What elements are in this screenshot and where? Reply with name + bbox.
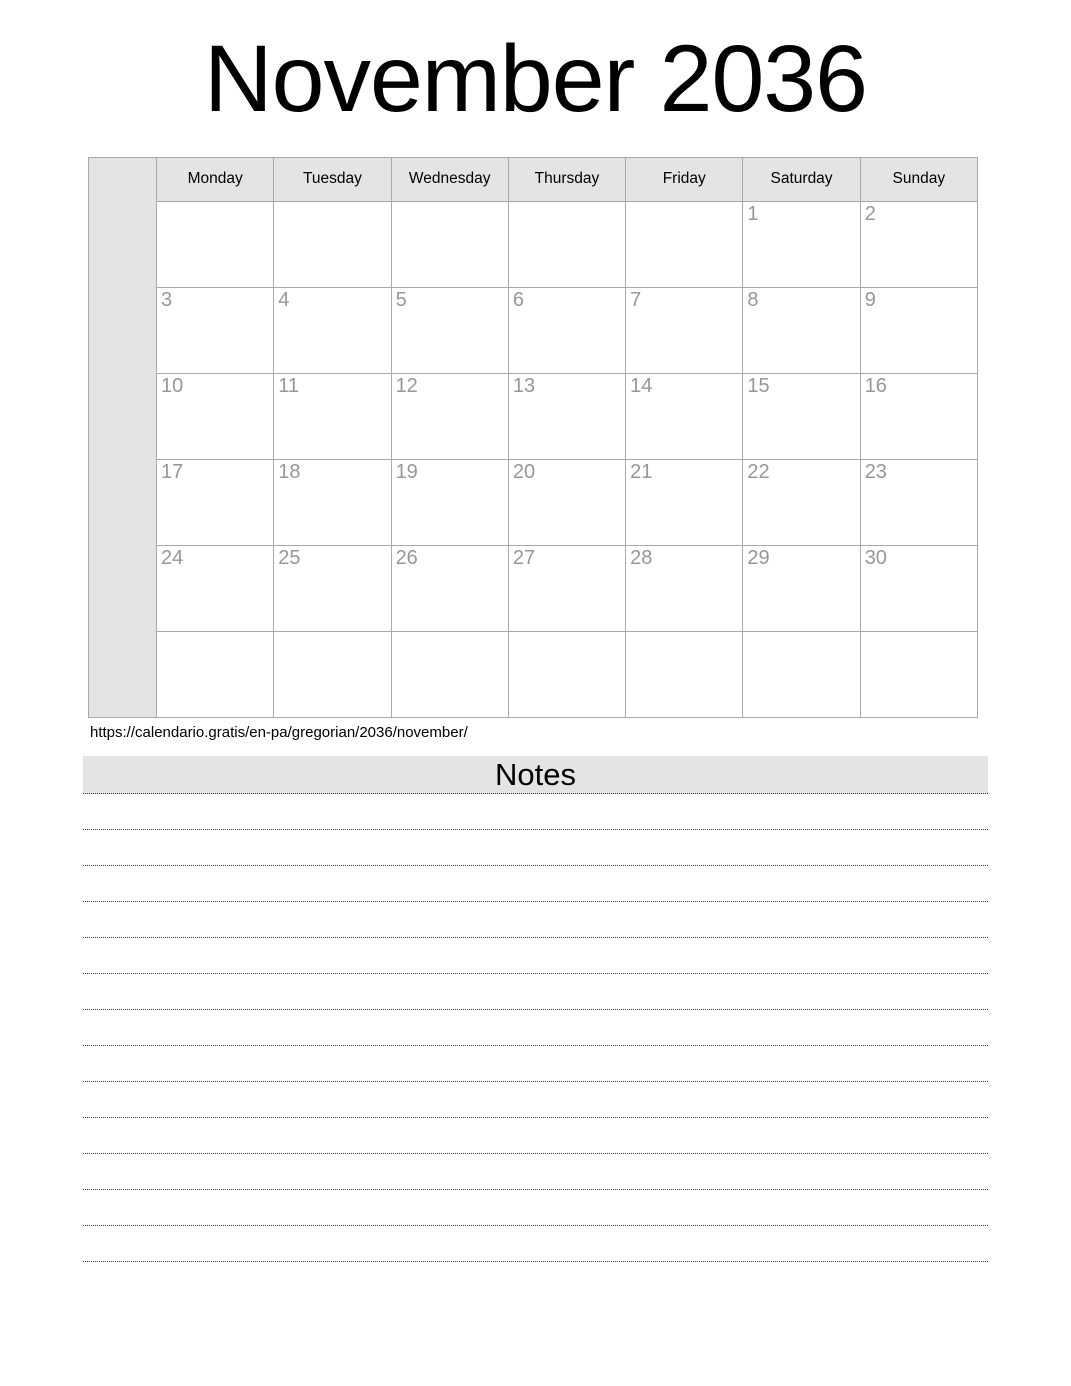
day-cell-empty bbox=[860, 631, 977, 717]
day-header-saturday: Saturday bbox=[743, 157, 860, 201]
day-header-wednesday: Wednesday bbox=[391, 157, 508, 201]
day-header-thursday: Thursday bbox=[508, 157, 625, 201]
day-cell-17 bbox=[157, 459, 274, 545]
day-number: 4 bbox=[278, 288, 290, 311]
day-number: 22 bbox=[747, 460, 770, 483]
day-cell-22 bbox=[743, 459, 860, 545]
day-cell-19 bbox=[391, 459, 508, 545]
day-cell-empty bbox=[274, 631, 391, 717]
day-cell-empty bbox=[626, 631, 743, 717]
day-cell-empty bbox=[274, 201, 391, 287]
notes-lines bbox=[83, 794, 988, 1262]
day-cell-26 bbox=[391, 545, 508, 631]
day-number: 2 bbox=[864, 202, 876, 225]
day-cell-5 bbox=[391, 287, 508, 373]
day-cell-29 bbox=[743, 545, 860, 631]
page-title: November 2036 bbox=[204, 26, 867, 132]
day-cell-15 bbox=[743, 373, 860, 459]
day-cell-21 bbox=[626, 459, 743, 545]
note-line-1 bbox=[83, 794, 988, 830]
day-number: 20 bbox=[512, 460, 536, 483]
day-number: 7 bbox=[630, 288, 642, 311]
day-number: 28 bbox=[630, 546, 653, 569]
note-line-3 bbox=[83, 866, 988, 902]
day-cell-2 bbox=[860, 201, 977, 287]
day-cell-9 bbox=[860, 287, 977, 373]
note-line-7 bbox=[83, 1010, 988, 1046]
day-header-sunday: Sunday bbox=[860, 157, 977, 201]
day-cell-10 bbox=[157, 373, 274, 459]
notes-header bbox=[83, 756, 988, 794]
day-cell-6 bbox=[508, 287, 625, 373]
day-cell-28 bbox=[626, 545, 743, 631]
day-number: 26 bbox=[395, 546, 418, 569]
day-cell-25 bbox=[274, 545, 391, 631]
day-cell-20 bbox=[508, 459, 625, 545]
week-row-5 bbox=[89, 545, 978, 631]
day-number: 14 bbox=[630, 374, 653, 397]
day-number: 13 bbox=[512, 374, 536, 397]
day-cell-11 bbox=[274, 373, 391, 459]
day-number: 25 bbox=[278, 546, 301, 569]
week-row-6 bbox=[89, 631, 978, 717]
day-cell-30 bbox=[860, 545, 977, 631]
day-cell-empty bbox=[157, 201, 274, 287]
note-line-8 bbox=[83, 1046, 988, 1082]
day-cell-7 bbox=[626, 287, 743, 373]
day-number: 15 bbox=[747, 374, 770, 397]
day-number: 9 bbox=[864, 288, 876, 311]
day-number: 1 bbox=[747, 202, 759, 225]
day-number: 8 bbox=[747, 288, 759, 311]
week-row-4 bbox=[89, 459, 978, 545]
day-cell-empty bbox=[157, 631, 274, 717]
day-cell-13 bbox=[508, 373, 625, 459]
day-number: 21 bbox=[630, 460, 653, 483]
day-cell-12 bbox=[391, 373, 508, 459]
day-cell-23 bbox=[860, 459, 977, 545]
note-line-6 bbox=[83, 974, 988, 1010]
day-header-tuesday: Tuesday bbox=[274, 157, 391, 201]
week-row-2 bbox=[89, 287, 978, 373]
day-cell-empty bbox=[508, 201, 625, 287]
day-cell-18 bbox=[274, 459, 391, 545]
gutter-column bbox=[89, 157, 157, 717]
week-row-1 bbox=[89, 201, 978, 287]
day-number: 23 bbox=[864, 460, 887, 483]
day-cell-27 bbox=[508, 545, 625, 631]
notes-title: Notes bbox=[495, 756, 576, 792]
day-number: 5 bbox=[395, 288, 407, 311]
day-number: 17 bbox=[161, 460, 184, 483]
day-number: 24 bbox=[161, 546, 184, 569]
note-line-2 bbox=[83, 830, 988, 866]
day-cell-24 bbox=[157, 545, 274, 631]
day-cell-empty bbox=[391, 631, 508, 717]
note-line-13 bbox=[83, 1226, 988, 1262]
day-cell-3 bbox=[157, 287, 274, 373]
day-header-friday: Friday bbox=[626, 157, 743, 201]
day-number: 16 bbox=[864, 374, 887, 397]
day-number: 3 bbox=[161, 288, 173, 311]
day-number: 29 bbox=[747, 546, 770, 569]
note-line-4 bbox=[83, 902, 988, 938]
day-number: 12 bbox=[395, 374, 418, 397]
day-cell-1 bbox=[743, 201, 860, 287]
notes-section bbox=[83, 756, 988, 1262]
day-header-monday: Monday bbox=[157, 157, 274, 201]
day-cell-8 bbox=[743, 287, 860, 373]
note-line-10 bbox=[83, 1118, 988, 1154]
day-cell-empty bbox=[743, 631, 860, 717]
day-cell-16 bbox=[860, 373, 977, 459]
note-line-11 bbox=[83, 1154, 988, 1190]
calendar-table bbox=[88, 157, 978, 718]
day-number: 6 bbox=[512, 288, 524, 311]
day-cell-empty bbox=[508, 631, 625, 717]
note-line-9 bbox=[83, 1082, 988, 1118]
source-url-text: https://calendario.gratis/en-pa/gregorian/2036/november/ bbox=[90, 723, 468, 741]
day-number: 11 bbox=[278, 374, 300, 397]
day-cell-14 bbox=[626, 373, 743, 459]
day-cell-empty bbox=[391, 201, 508, 287]
day-number: 27 bbox=[512, 546, 536, 569]
day-cell-4 bbox=[274, 287, 391, 373]
day-number: 30 bbox=[864, 546, 887, 569]
day-number: 10 bbox=[161, 374, 184, 397]
week-row-3 bbox=[89, 373, 978, 459]
day-number: 19 bbox=[395, 460, 418, 483]
day-cell-empty bbox=[626, 201, 743, 287]
note-line-5 bbox=[83, 938, 988, 974]
day-number: 18 bbox=[278, 460, 301, 483]
weekday-header-row bbox=[89, 157, 978, 201]
note-line-12 bbox=[83, 1190, 988, 1226]
